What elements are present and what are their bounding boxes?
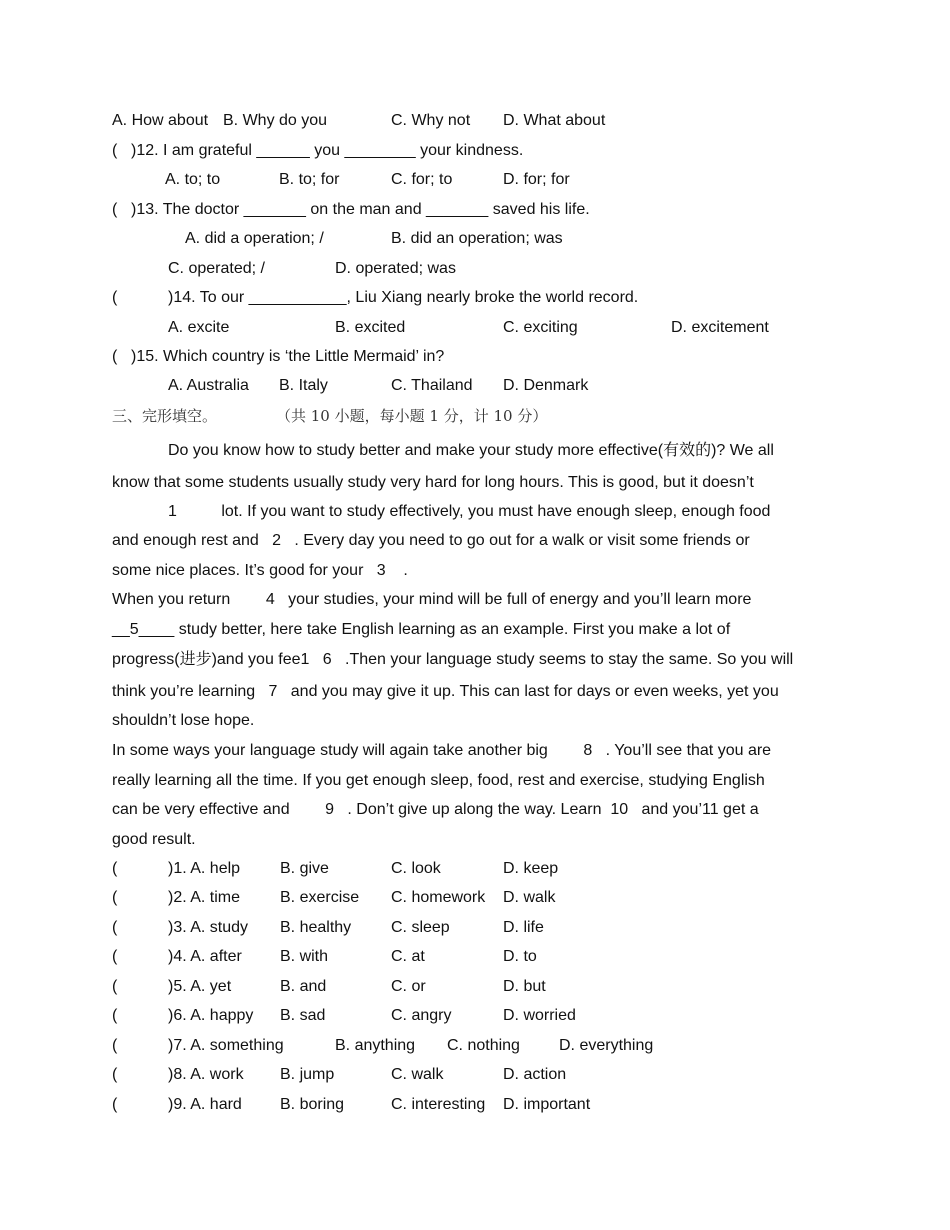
cloze-option-d: D. to xyxy=(503,948,537,965)
passage-line: shouldn’t lose hope. xyxy=(112,712,255,729)
cloze-answer-paren: ( xyxy=(112,919,118,936)
q14-answer-paren: ( xyxy=(112,289,118,306)
q14-option-d: D. excitement xyxy=(671,319,769,336)
cloze-option-d: D. worried xyxy=(503,1007,576,1024)
cloze-option-c: C. walk xyxy=(391,1066,444,1083)
q12-stem: )12. I am grateful ______ you ________ your kindness. xyxy=(131,142,524,159)
q13-option-a: A. did a operation; / xyxy=(185,230,324,247)
cloze-option-a: )4. A. after xyxy=(168,948,242,965)
cloze-option-b: B. exercise xyxy=(280,889,360,906)
cloze-option-c: C. nothing xyxy=(447,1037,520,1054)
q11-option-c: C. Why not xyxy=(391,112,471,129)
q15-option-d: D. Denmark xyxy=(503,377,589,394)
cloze-option-c: C. interesting xyxy=(391,1096,486,1113)
passage-line: 1 lot. If you want to study effectively, you must have enough sleep, enough food xyxy=(168,503,771,520)
cloze-option-a: )3. A. study xyxy=(168,919,249,936)
q12-option-a: A. to; to xyxy=(165,171,221,188)
cloze-option-a: )1. A. help xyxy=(168,860,241,877)
cloze-option-d: D. life xyxy=(503,919,544,936)
q15-stem: )15. Which country is ‘the Little Mermaid’ in? xyxy=(131,348,445,365)
q12-option-c: C. for; to xyxy=(391,171,453,188)
cloze-option-d: D. everything xyxy=(559,1037,654,1054)
q14-option-a: A. excite xyxy=(168,319,230,336)
q11-option-d: D. What about xyxy=(503,112,606,129)
q13-option-b: B. did an operation; was xyxy=(391,230,563,247)
cloze-option-c: C. angry xyxy=(391,1007,452,1024)
section-note: （共 10 小题，每小题 1 分，计 10 分） xyxy=(276,407,548,425)
cloze-answer-paren: ( xyxy=(112,978,118,995)
q12-option-d: D. for; for xyxy=(503,171,570,188)
passage-line: think you’re learning 7 and you may give it up. This can last for days or even weeks, yet you xyxy=(112,683,779,700)
cloze-answer-paren: ( xyxy=(112,948,118,965)
passage-line: In some ways your language study will again take another big 8 . You’ll see that you are xyxy=(112,742,772,759)
passage-line: really learning all the time. If you get enough sleep, food, rest and exercise, studying English xyxy=(112,772,765,789)
passage-line: progress(进步)and you fee1 6 .Then your language study seems to stay the same. So you will xyxy=(112,651,794,668)
q15-option-a: A. Australia xyxy=(168,377,249,394)
passage-line: When you return 4 your studies, your mind will be full of energy and you’ll learn more xyxy=(112,591,752,608)
passage-line: some nice places. It’s good for your 3 . xyxy=(112,562,408,579)
q11-option-a: A. How about xyxy=(112,112,209,129)
cloze-option-a: )6. A. happy xyxy=(168,1007,254,1024)
cloze-option-b: B. sad xyxy=(280,1007,326,1024)
cloze-option-a: )5. A. yet xyxy=(168,978,232,995)
cloze-option-a: )9. A. hard xyxy=(168,1096,242,1113)
q15-answer-paren: ( xyxy=(112,348,118,365)
q13-stem: )13. The doctor _______ on the man and _______ saved his life. xyxy=(131,201,590,218)
cloze-option-d: D. walk xyxy=(503,889,556,906)
q11-option-b: B. Why do you xyxy=(223,112,328,129)
q13-option-c: C. operated; / xyxy=(168,260,265,277)
cloze-answer-paren: ( xyxy=(112,1066,118,1083)
cloze-option-d: D. but xyxy=(503,978,546,995)
passage-line: can be very effective and 9 . Don’t give up along the way. Learn 10 and you’11 get a xyxy=(112,801,759,818)
q13-option-d: D. operated; was xyxy=(335,260,456,277)
cloze-option-c: C. homework xyxy=(391,889,486,906)
cloze-option-d: D. action xyxy=(503,1066,567,1083)
q12-option-b: B. to; for xyxy=(279,171,340,188)
cloze-answer-paren: ( xyxy=(112,1096,118,1113)
cloze-option-b: B. boring xyxy=(280,1096,345,1113)
passage-line: know that some students usually study very hard for long hours. This is good, but it doesn’t xyxy=(112,474,754,491)
passage-line: and enough rest and 2 . Every day you need to go out for a walk or visit some friends or xyxy=(112,532,750,549)
passage-line: good result. xyxy=(112,831,196,848)
cloze-answer-paren: ( xyxy=(112,1007,118,1024)
passage-line: Do you know how to study better and make your study more effective(有效的)? We all xyxy=(168,442,774,459)
cloze-option-c: C. or xyxy=(391,978,426,995)
q14-stem: )14. To our ___________, Liu Xiang nearly broke the world record. xyxy=(168,289,639,306)
cloze-answer-paren: ( xyxy=(112,889,118,906)
q12-answer-paren: ( xyxy=(112,142,118,159)
cloze-answer-paren: ( xyxy=(112,1037,118,1054)
cloze-answer-paren: ( xyxy=(112,860,118,877)
q15-option-c: C. Thailand xyxy=(391,377,473,394)
cloze-option-a: )8. A. work xyxy=(168,1066,244,1083)
cloze-option-b: B. with xyxy=(280,948,329,965)
q13-answer-paren: ( xyxy=(112,201,118,218)
cloze-option-b: B. anything xyxy=(335,1037,416,1054)
cloze-option-a: )7. A. something xyxy=(168,1037,284,1054)
cloze-option-d: D. keep xyxy=(503,860,559,877)
cloze-option-c: C. at xyxy=(391,948,425,965)
q15-option-b: B. Italy xyxy=(279,377,328,394)
cloze-option-d: D. important xyxy=(503,1096,591,1113)
section-title: 三、完形填空。 xyxy=(112,407,218,425)
cloze-option-b: B. jump xyxy=(280,1066,335,1083)
passage-line: __5____ study better, here take English learning as an example. First you make a lot of xyxy=(112,621,731,638)
cloze-option-c: C. sleep xyxy=(391,919,450,936)
cloze-option-b: B. give xyxy=(280,860,329,877)
cloze-option-b: B. healthy xyxy=(280,919,352,936)
cloze-option-a: )2. A. time xyxy=(168,889,241,906)
q14-option-c: C. exciting xyxy=(503,319,578,336)
cloze-option-c: C. look xyxy=(391,860,441,877)
q14-option-b: B. excited xyxy=(335,319,406,336)
cloze-option-b: B. and xyxy=(280,978,327,995)
